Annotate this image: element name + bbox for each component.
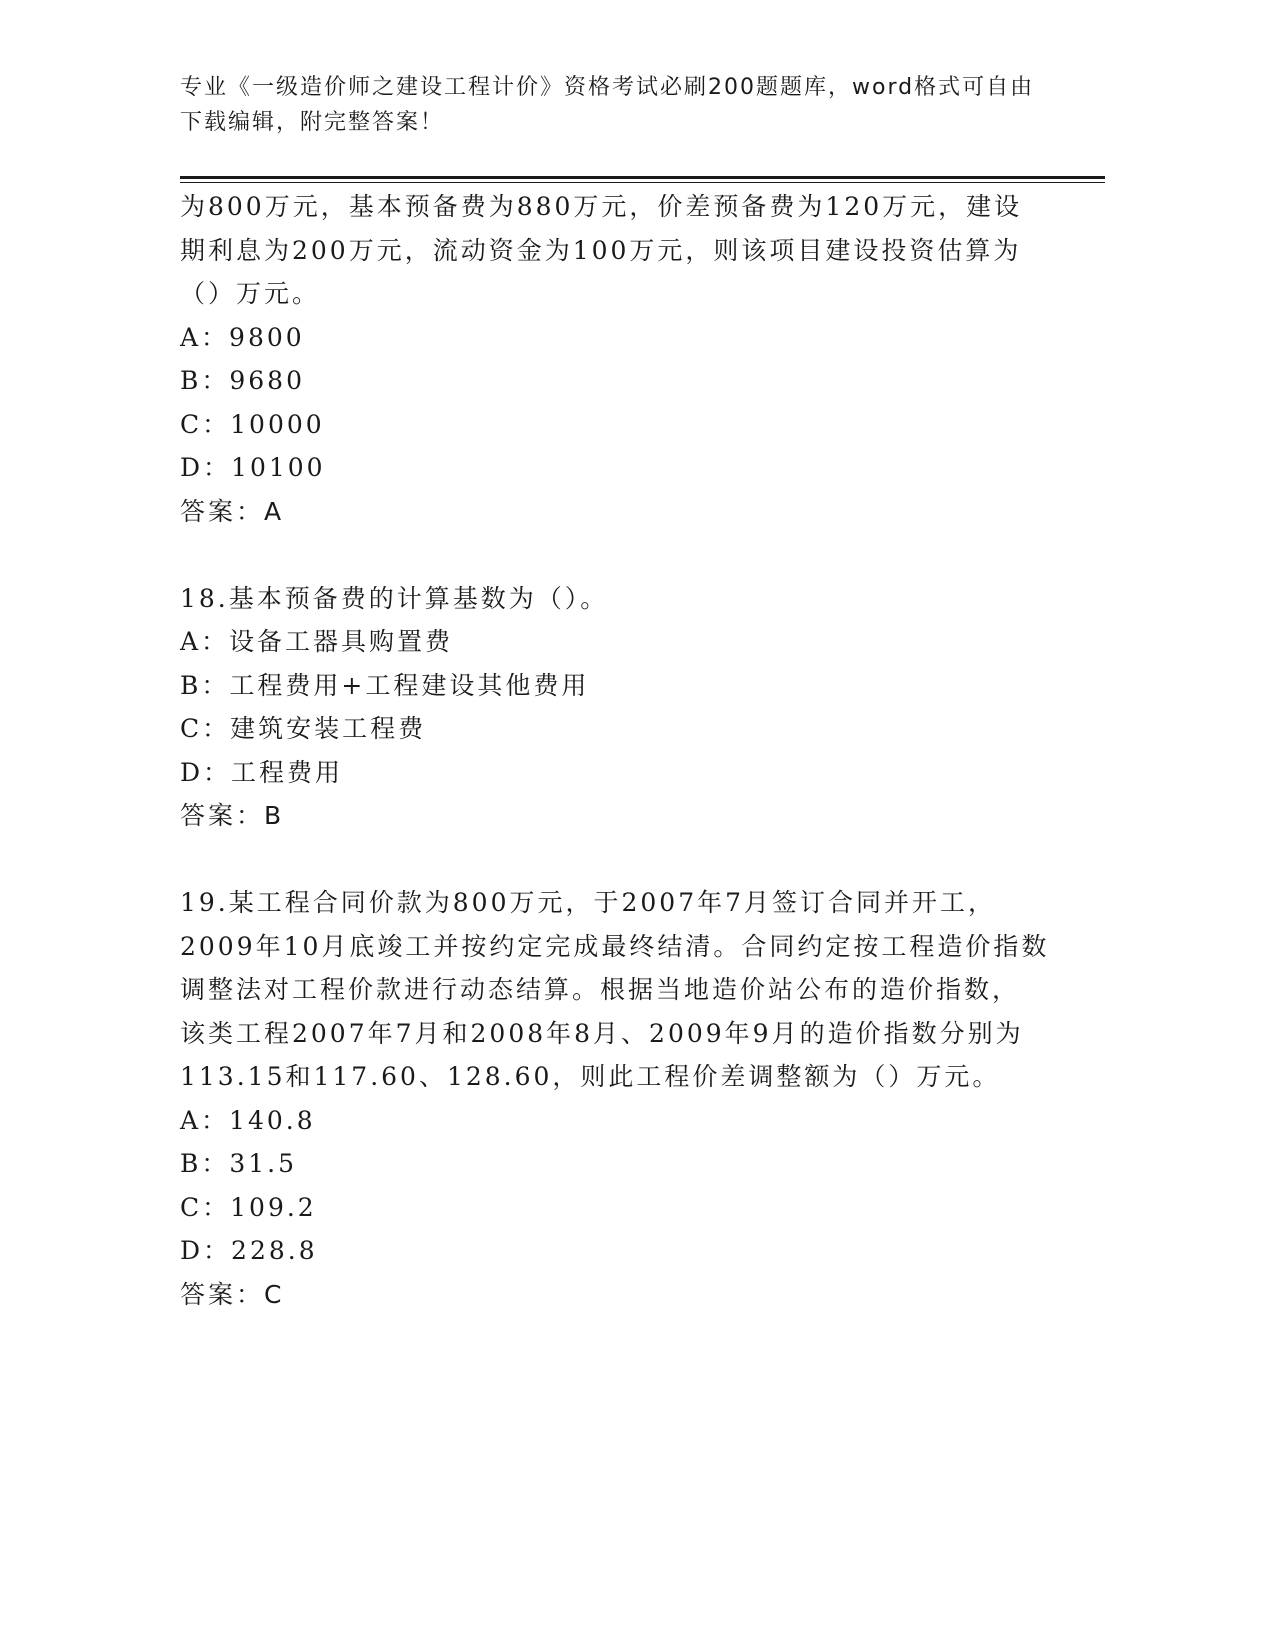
answer-line: 答案：C: [180, 1279, 285, 1309]
question-text-line: 19.某工程合同价款为800万元，于2007年7月签订合同并开工，: [180, 888, 997, 917]
header-line-1: 专业《一级造价师之建设工程计价》资格考试必刷200题题库，word格式可自由: [180, 75, 1035, 100]
question-text-line: 该类工程2007年7月和2008年8月、2009年9月的造价指数分别为: [180, 1018, 1024, 1048]
document-body: [180, 185, 1050, 1316]
header-line-2: 下载编辑，附完整答案！: [180, 110, 445, 135]
question-text-line: 113.15和117.60、128.60，则此工程价差调整额为（）万元。: [180, 1062, 1001, 1091]
spacer: [180, 533, 1040, 577]
answer-line: 答案：B: [180, 801, 285, 830]
option-b: B：工程费用+工程建设其他费用: [180, 670, 590, 700]
document-header: [180, 70, 1080, 140]
question-text-line: 2009年10月底竣工并按约定完成最终结清。合同约定按工程造价指数: [180, 931, 1050, 961]
option-d: D：工程费用: [180, 757, 344, 787]
option-a: A：9800: [180, 322, 305, 352]
option-c: C：109.2: [180, 1192, 317, 1222]
question-text-line: 为800万元，基本预备费为880万元，价差预备费为120万元，建设: [180, 192, 1023, 221]
header-divider-thin: [180, 182, 1105, 183]
option-b: B：9680: [180, 366, 305, 395]
spacer: [180, 838, 1040, 882]
option-b: B：31.5: [180, 1149, 298, 1178]
option-c: C：建筑安装工程费: [180, 714, 427, 743]
question-18: [180, 577, 1040, 838]
question-text-line: 18.基本预备费的计算基数为（）。: [180, 583, 609, 613]
option-d: D：10100: [180, 453, 326, 482]
option-d: D：228.8: [180, 1236, 318, 1265]
answer-line: 答案：A: [180, 496, 285, 526]
option-c: C：10000: [180, 409, 325, 439]
question-17: [180, 185, 1040, 533]
question-text-line: 期利息为200万元，流动资金为100万元，则该项目建设投资估算为: [180, 235, 1022, 265]
header-divider-thick: [180, 176, 1105, 179]
question-text-line: 调整法对工程价款进行动态结算。根据当地造价站公布的造价指数，: [180, 975, 1021, 1004]
question-19: [180, 881, 1050, 1316]
option-a: A：140.8: [180, 1105, 316, 1135]
question-text-line: （）万元。: [180, 279, 321, 308]
option-a: A：设备工器具购置费: [180, 627, 454, 656]
